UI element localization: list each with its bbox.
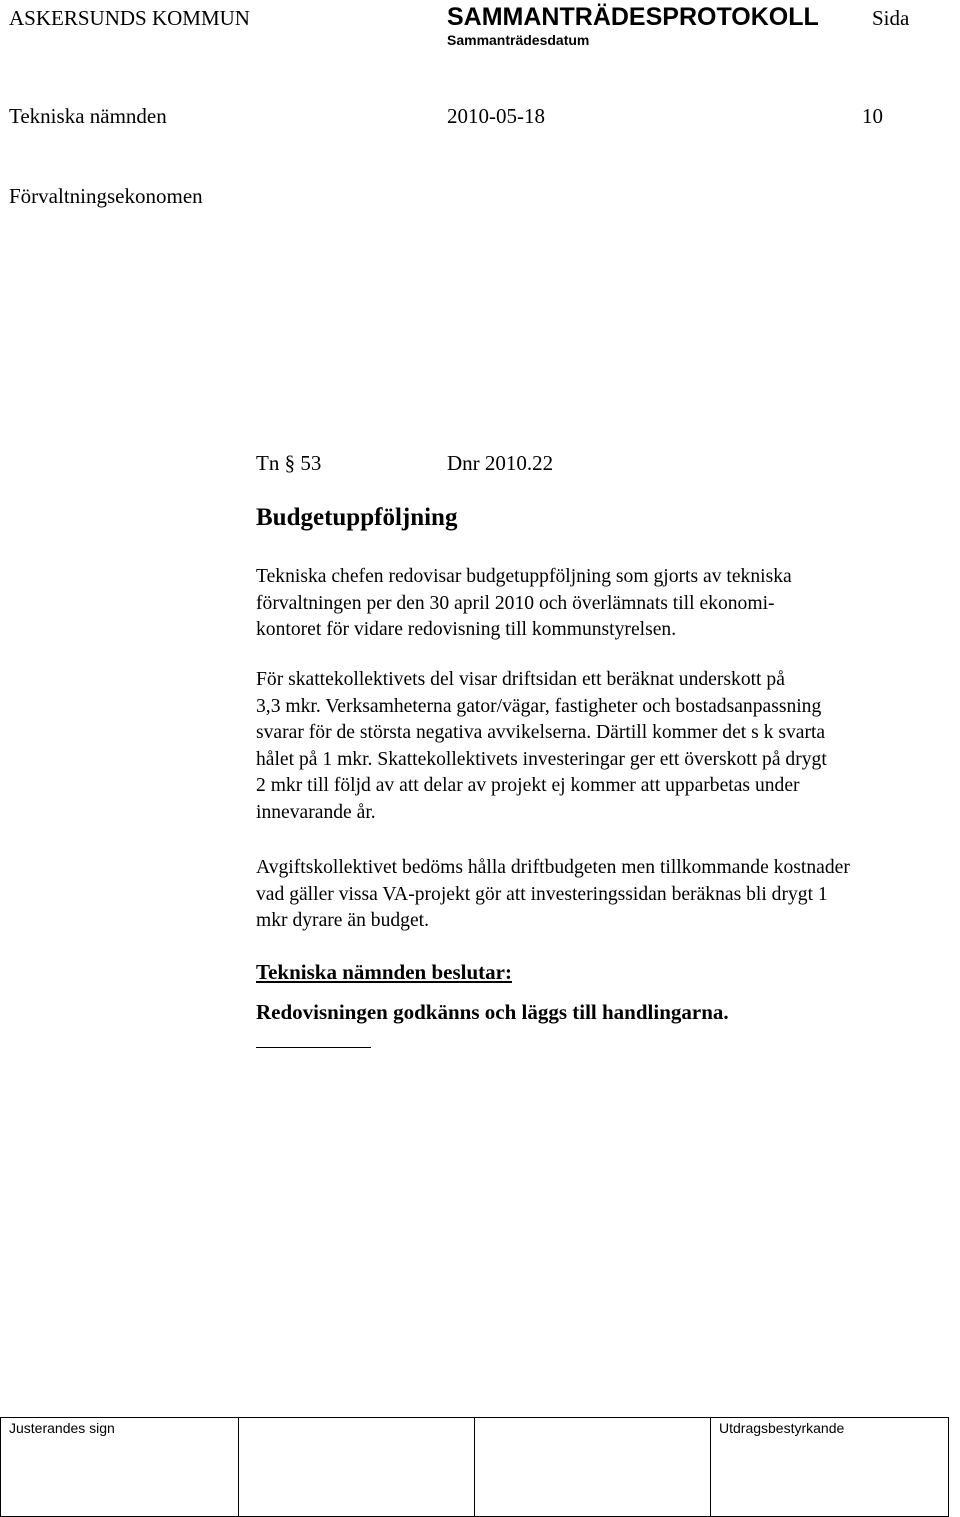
meeting-date-label: Sammanträdesdatum xyxy=(447,32,590,48)
paragraph-line: svarar för de största negativa avvikelserna. Därtill kommer det s k svarta xyxy=(256,722,826,744)
decision-heading: Tekniska nämnden beslutar: xyxy=(256,960,512,984)
sender: Förvaltningsekonomen xyxy=(9,184,203,208)
municipality-name: ASKERSUNDS KOMMUN xyxy=(9,6,250,30)
signature-cell xyxy=(239,1418,475,1517)
paragraph-line: 2 mkr till följd av att delar av projekt ej kommer att upparbetas under xyxy=(256,775,800,797)
paragraph xyxy=(256,855,960,935)
paragraph-line: För skattekollektivets del visar driftsidan ett beräknat underskott på xyxy=(256,669,785,690)
paragraph-line: kontoret för vidare redovisning till kommunstyrelsen. xyxy=(256,619,677,641)
document-title: Budgetuppföljning xyxy=(256,504,458,531)
paragraph-line: 3,3 mkr. Verksamheterna gator/vägar, fastigheter och bostadsanpassning xyxy=(256,695,822,717)
page-number: 10 xyxy=(862,104,883,128)
case-paragraph-number: Tn § 53 xyxy=(256,451,322,475)
paragraph-line: hålet på 1 mkr. Skattekollektivets investeringar ger ett överskott på drygt xyxy=(256,748,827,770)
signature-table xyxy=(0,1417,949,1517)
justerandes-sign-label: Justerandes sign xyxy=(9,1420,115,1436)
paragraph-line: vad gäller vissa VA-projekt gör att investeringssidan beräknas bli drygt 1 xyxy=(256,883,828,905)
decision-text: Redovisningen godkänns och läggs till handlingarna. xyxy=(256,1000,729,1024)
paragraph xyxy=(256,667,960,827)
protocol-title: SAMMANTRÄDESPROTOKOLL xyxy=(447,3,819,31)
signature-cell-utdrag xyxy=(711,1418,949,1517)
committee-name: Tekniska nämnden xyxy=(9,104,167,128)
paragraph-line: förvaltningen per den 30 april 2010 och överlämnats till ekonomi- xyxy=(256,592,775,614)
paragraph-line: mkr dyrare än budget. xyxy=(256,910,430,932)
paragraph-line: Tekniska chefen redovisar budgetuppföljning som gjorts av tekniska xyxy=(256,566,792,587)
paragraph-line: innevarande år. xyxy=(256,801,376,823)
end-divider xyxy=(256,1047,371,1048)
page-label: Sida xyxy=(872,6,910,30)
paragraph xyxy=(256,564,960,644)
utdragsbestyrkande-label: Utdragsbestyrkande xyxy=(719,1420,845,1436)
paragraph-line: Avgiftskollektivet bedöms hålla driftbudgeten men tillkommande kostnader xyxy=(256,857,850,878)
case-registration-number: Dnr 2010.22 xyxy=(447,451,554,475)
signature-cell xyxy=(475,1418,711,1517)
meeting-date: 2010-05-18 xyxy=(447,104,545,128)
signature-cell-justerandes xyxy=(1,1418,239,1517)
